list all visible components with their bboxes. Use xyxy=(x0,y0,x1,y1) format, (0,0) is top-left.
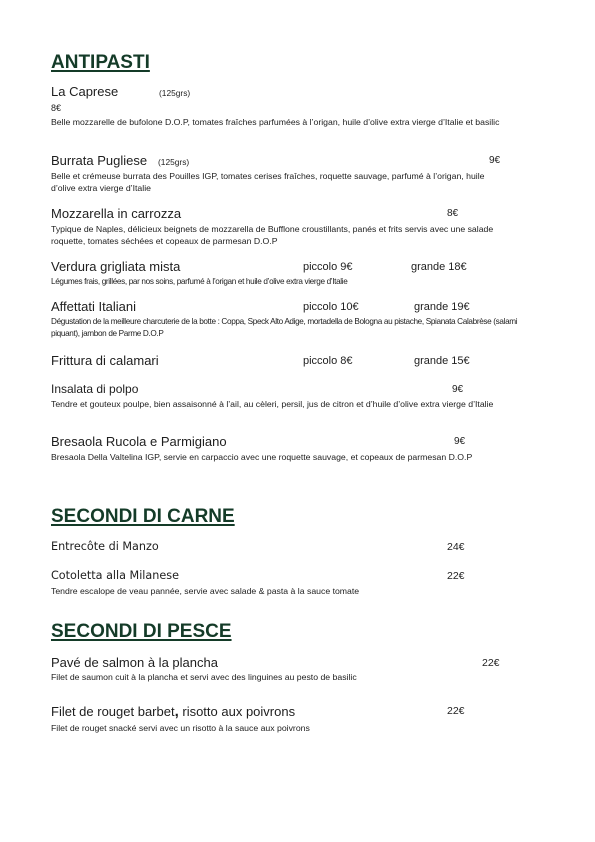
item-name-comma: , xyxy=(174,703,179,720)
item-price: 9€ xyxy=(454,436,466,447)
item-price: 22€ xyxy=(447,705,465,717)
item-description: Tendre escalope de veau pannée, servie avec salade & pasta à la sauce tomate xyxy=(51,586,360,596)
item-name-part: Filet de rouget barbet xyxy=(51,704,175,719)
item-name: Insalata di polpo xyxy=(51,382,139,396)
item-name: Burrata Pugliese xyxy=(51,153,148,168)
item-name: Entrecôte di Manzo xyxy=(51,540,159,553)
item-price: 8€ xyxy=(51,103,62,113)
item-price: 9€ xyxy=(489,155,501,166)
item-price: 22€ xyxy=(482,657,500,669)
item-name: Pavé de salmon à la plancha xyxy=(51,655,218,670)
item-name: Verdura grigliata mista xyxy=(51,259,181,274)
item-note: (125grs) xyxy=(159,88,191,98)
item-name: Cotoletta alla Milanese xyxy=(51,569,179,582)
item-description: Filet de rouget snacké servi avec un risotto à la sauce aux poivrons xyxy=(51,723,310,733)
item-description: Belle et crémeuse burrata des Pouilles IGP, tomates cerises fraîches, roquette sauvage, parfumé à l’origan, huile d’olive extra vierge d’Italie xyxy=(51,171,485,193)
item-price: 22€ xyxy=(447,570,465,582)
section-heading-pesce: SECONDI DI PESCE xyxy=(51,621,232,642)
item-description: Tendre et gouteux poulpe, bien assaisonné à l’ail, au cèleri, persil, jus de citron et d’huile d’olive extra vierge d’Italie xyxy=(51,399,494,409)
item-price-grande: grande 19€ xyxy=(414,301,470,313)
item-description: Dégustation de la meilleure charcuterie de la botte : Coppa, Speck Alto Adige, mortadella de Bologna au pistache, Spianata Calabrèse (salami piquant), jambon de Parme D.O.P xyxy=(51,317,518,338)
item-price-grande: grande 15€ xyxy=(414,355,470,367)
item-price: 8€ xyxy=(447,208,459,219)
item-description: Belle mozzarelle de bufolone D.O.P, tomates fraîches parfumées à l’origan, huile d’olive extra vierge d’Italie et basilic xyxy=(51,117,500,127)
item-description: Typique de Naples, délicieux beignets de mozzarella de Bufflone croustillants, panés et frits servis avec une salade roquette, tomates séchées et copeaux de parmesan D.O.P xyxy=(51,224,494,246)
item-name: Mozzarella in carrozza xyxy=(51,206,182,221)
item-name: La Caprese xyxy=(51,84,119,99)
item-price: 24€ xyxy=(447,541,465,553)
item-name: Bresaola Rucola e Parmigiano xyxy=(51,434,227,449)
item-note: (125grs) xyxy=(158,157,190,167)
item-description: Bresaola Della Valtelina IGP, servie en carpaccio avec une roquette sauvage, et copeaux de parmesan D.O.P xyxy=(51,452,473,462)
item-name xyxy=(51,703,295,720)
item-price: 9€ xyxy=(452,384,464,395)
item-description: Filet de saumon cuit à la plancha et servi avec des linguines au pesto de basilic xyxy=(51,672,357,682)
item-description: Légumes frais, grillées, par nos soins, parfumé à l’origan et huile d’olive extra vierge d’Italie xyxy=(51,277,348,286)
item-price-piccolo: piccolo 8€ xyxy=(303,355,353,367)
section-heading-carne: SECONDI DI CARNE xyxy=(51,506,235,527)
item-name: Frittura di calamari xyxy=(51,353,159,368)
item-price-grande: grande 18€ xyxy=(411,261,467,273)
item-price-piccolo: piccolo 10€ xyxy=(303,301,359,313)
section-heading-antipasti: ANTIPASTI xyxy=(51,52,150,73)
item-name-part: risotto aux poivrons xyxy=(178,704,296,719)
item-price-piccolo: piccolo 9€ xyxy=(303,261,353,273)
item-name: Affettati Italiani xyxy=(51,299,137,314)
